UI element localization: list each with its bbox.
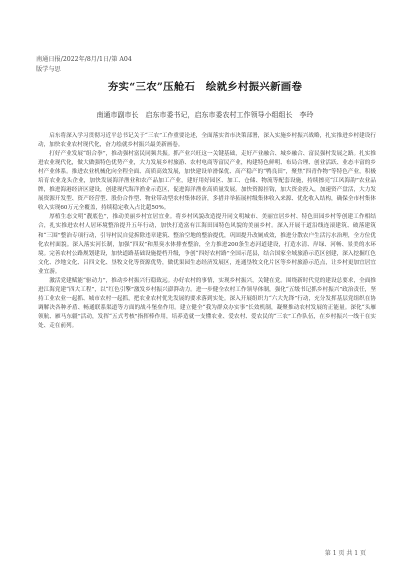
- article-byline: 南通市副市长 启东市委书记，启东市委农村工作领导小组组长 李玲: [96, 111, 314, 119]
- article-paragraph: 启东将深入学习贯彻习近平总书记关于“三农”工作重要论述，全面落实省市决策部署，深入实施乡村振兴战略，扎实推进乡村建设行动，加快农业农村现代化，奋力绘就乡村振兴最美新画卷。: [38, 133, 376, 149]
- article-paragraph: 打好产业发展“组合拳”，推动强村富民同频共振。抓产业兴旺这一关键基础，走好产业融合、城乡融合、富民强村发展之路。扎实推进农业现代化，做大做强特色优势产业，大力发展乡村旅游、农村电商等富民产业，构建特色鲜明、布局合理、创业活跃、业态丰富的乡村产业体系。推进农业机械化向全程全面、高质高效发展，加快建设单滑保优、高产稳产的“鸭良田”，聚焦“四青作物”等特色产业，积极培育农业龙头企业，加快发展海洋渔业和农产品加工产业，建好用好园区、加工、仓储、物流等配套设施，持续擦亮“江风海韵”农业品牌，推进海港经济区建设，创建现代海洋渔业示范区，促进海洋渔业高质量发展。加快资源挂钩，加大资金投入，加速资产盘活，大力发展资源开发型、资产经营型、股份合作型、物业带动型农村集体经济，多措并举拓展村级集体收入来源、优化收入结构，确保全市村集体收入实现60万元全覆盖，持续稳定收入占比超50%。: [38, 151, 376, 212]
- article-title: 夯实“三农”压舱石 绘就乡村振兴新画卷: [107, 81, 303, 93]
- source-line: 南通日报/2022年/8月/1日/第 A04: [36, 56, 132, 63]
- article-paragraph: 厚植生态文明“靓底色”，推动美丽乡村宜居宜业。将乡村风貌改造提升同文明城市、美丽宜居乡村、特色田园乡村等创建工作相结合，扎实推进农村人居环境整治提升五年行动，加快打造富有江海田园特色风貌的美丽乡村。深入开展干道沿线连滚建筑、破落建筑和“三围”整治专项行动，引导村民自觉拆除违章建筑、整治空地的整治提优，巩固提升改厕成效，推进分散农户生活污水治理，全方位优化农村面貌。深入落实河长制，加强“四双”和黑臭水体排查整治，全力推进200条生态河道建设，打造水清、岸绿、河畅、景美的水环境。完善农村公路规划建设，加快道路基础设施提档升级，争创“四好农村路”全国示范县，结合国家全域旅游示范区创建，深入挖掘红色文化、沙地文化、吕四文化、垦牧文化等资源优势，做优果园生态经济发展区，连通垦牧文化片区等乡村旅游示范点，让乡村更加宜居宜业宜游。: [38, 214, 376, 275]
- article-paragraph: 激活党建赋能“驱动力”，推动乡村振兴行稳致远。办好农村的事情，实现乡村振兴，关键在党。围绕新时代党的建设总要求，全面推进江海党建“四大工程”，以“红色引擎”激发乡村振兴澎湃动力。进一步健全农村工作领导体制，强化“五级书记抓乡村振兴”政治责任，坚持工业农业一起抓、城市农村一起抓，把农业农村优先发展的要求落到实处。深入开展组织力“六大先锋”行动，充分发挥基层党组织在协调解决各种矛盾、畅通联系渠道等方面的战斗堡垒作用。建立健全“我为群众办实事”长效机制，凝聚推动农村发展的正能量。深化“头雁领航、雁马东疆”活动，发挥“五式考核”指挥棒作用，培养造就一支懂农业、爱农村、爱农民的“三农”工作队伍，在乡村振兴一线干在实处、走在前列。: [38, 277, 376, 329]
- article-body: [38, 132, 376, 550]
- page-number: 第 1 页 共 1 页: [324, 550, 366, 557]
- section-label: 版学与思: [36, 66, 61, 73]
